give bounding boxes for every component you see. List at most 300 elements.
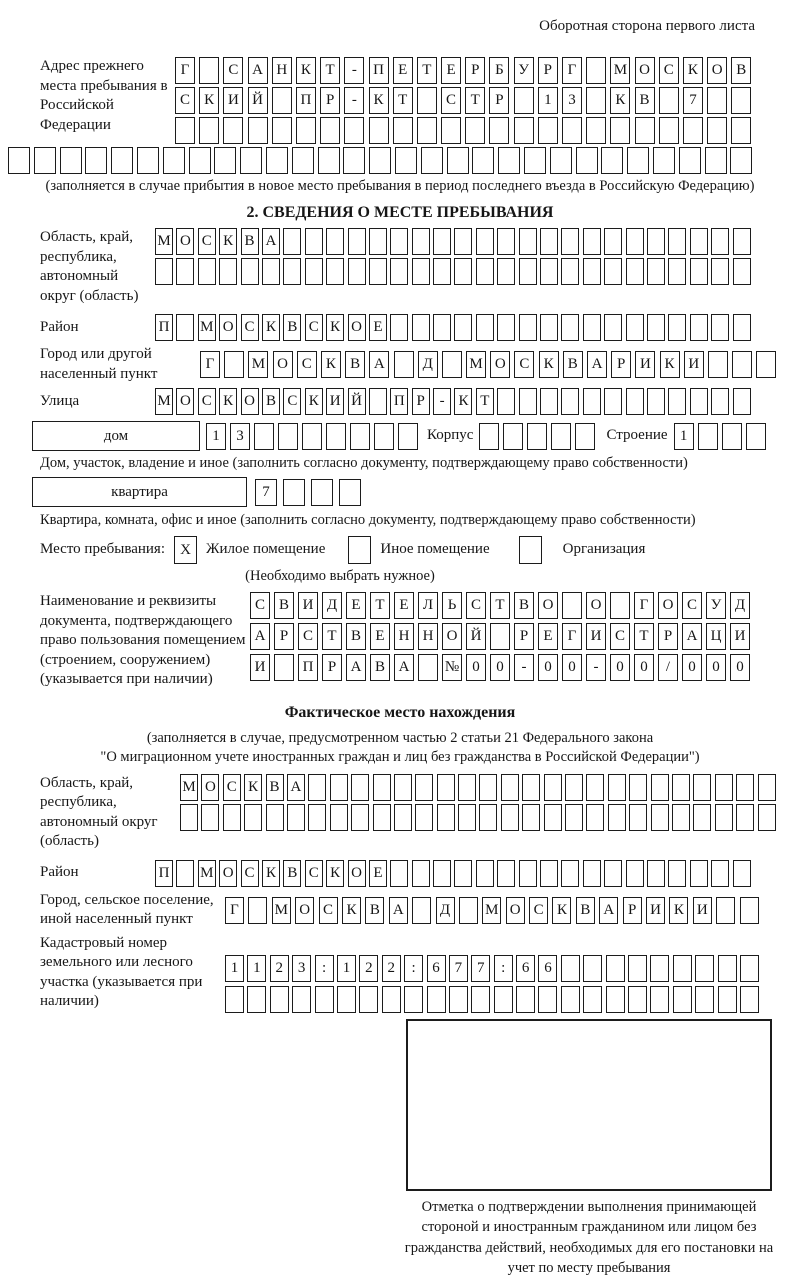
char-cell[interactable]: [199, 117, 219, 144]
char-cell[interactable]: О: [506, 897, 525, 924]
char-cell[interactable]: [244, 804, 262, 831]
char-cell[interactable]: М: [198, 860, 216, 887]
char-cell[interactable]: [292, 986, 311, 1013]
char-cell[interactable]: О: [201, 774, 219, 801]
char-cell[interactable]: Д: [436, 897, 455, 924]
char-cell[interactable]: [417, 117, 437, 144]
char-cell[interactable]: [668, 228, 686, 255]
char-cell[interactable]: О: [348, 860, 366, 887]
char-cell[interactable]: [412, 228, 430, 255]
char-cell[interactable]: [498, 147, 520, 174]
char-cell[interactable]: Й: [466, 623, 486, 650]
char-cell[interactable]: 3: [292, 955, 311, 982]
char-cell[interactable]: [626, 388, 644, 415]
char-cell[interactable]: [746, 423, 766, 450]
char-cell[interactable]: [659, 117, 679, 144]
char-cell[interactable]: К: [552, 897, 571, 924]
char-cell[interactable]: [650, 955, 669, 982]
char-cell[interactable]: [262, 258, 280, 285]
char-cell[interactable]: [586, 774, 604, 801]
char-cell[interactable]: [740, 986, 759, 1013]
char-cell[interactable]: [693, 774, 711, 801]
char-cell[interactable]: [758, 804, 776, 831]
char-cell[interactable]: [176, 860, 194, 887]
char-cell[interactable]: Н: [418, 623, 438, 650]
char-cell[interactable]: /: [658, 654, 678, 681]
char-cell[interactable]: [180, 804, 198, 831]
char-cell[interactable]: А: [346, 654, 366, 681]
char-cell[interactable]: [398, 423, 418, 450]
char-cell[interactable]: [561, 388, 579, 415]
char-cell[interactable]: [404, 986, 423, 1013]
char-cell[interactable]: П: [298, 654, 318, 681]
char-cell[interactable]: С: [241, 860, 259, 887]
char-cell[interactable]: [459, 897, 478, 924]
char-cell[interactable]: 0: [490, 654, 510, 681]
char-cell[interactable]: [544, 774, 562, 801]
char-cell[interactable]: [711, 388, 729, 415]
char-cell[interactable]: Й: [348, 388, 366, 415]
char-cell[interactable]: [272, 87, 292, 114]
char-cell[interactable]: В: [370, 654, 390, 681]
char-cell[interactable]: С: [441, 87, 461, 114]
char-cell[interactable]: [651, 774, 669, 801]
char-cell[interactable]: [538, 117, 558, 144]
char-cell[interactable]: [668, 258, 686, 285]
char-cell[interactable]: В: [241, 228, 259, 255]
char-cell[interactable]: [628, 955, 647, 982]
char-cell[interactable]: [175, 117, 195, 144]
char-cell[interactable]: [292, 147, 314, 174]
char-cell[interactable]: С: [198, 388, 216, 415]
char-cell[interactable]: С: [175, 87, 195, 114]
char-cell[interactable]: Д: [322, 592, 342, 619]
char-cell[interactable]: [519, 258, 537, 285]
char-cell[interactable]: [339, 479, 361, 506]
char-cell[interactable]: Б: [489, 57, 509, 84]
char-cell[interactable]: [441, 117, 461, 144]
char-cell[interactable]: [373, 774, 391, 801]
char-cell[interactable]: [629, 804, 647, 831]
char-cell[interactable]: [393, 117, 413, 144]
char-cell[interactable]: [716, 897, 735, 924]
char-cell[interactable]: [650, 986, 669, 1013]
char-cell[interactable]: И: [298, 592, 318, 619]
char-cell[interactable]: Р: [623, 897, 642, 924]
char-cell[interactable]: 1: [538, 87, 558, 114]
char-cell[interactable]: Г: [634, 592, 654, 619]
char-cell[interactable]: О: [490, 351, 510, 378]
char-cell[interactable]: №: [442, 654, 462, 681]
char-cell[interactable]: А: [287, 774, 305, 801]
char-cell[interactable]: [522, 774, 540, 801]
char-cell[interactable]: [730, 147, 752, 174]
char-cell[interactable]: К: [219, 228, 237, 255]
char-cell[interactable]: Е: [393, 57, 413, 84]
char-cell[interactable]: В: [274, 592, 294, 619]
char-cell[interactable]: Е: [369, 314, 387, 341]
char-cell[interactable]: О: [442, 623, 462, 650]
char-cell[interactable]: [756, 351, 776, 378]
char-cell[interactable]: [604, 228, 622, 255]
char-cell[interactable]: -: [344, 87, 364, 114]
char-cell[interactable]: [454, 228, 472, 255]
char-cell[interactable]: [351, 804, 369, 831]
char-cell[interactable]: К: [669, 897, 688, 924]
char-cell[interactable]: [272, 117, 292, 144]
char-cell[interactable]: И: [730, 623, 750, 650]
char-cell[interactable]: [695, 955, 714, 982]
char-cell[interactable]: П: [155, 314, 173, 341]
char-cell[interactable]: [497, 860, 515, 887]
char-cell[interactable]: С: [682, 592, 702, 619]
char-cell[interactable]: Е: [394, 592, 414, 619]
char-cell[interactable]: [583, 258, 601, 285]
char-cell[interactable]: [693, 804, 711, 831]
char-cell[interactable]: [527, 423, 547, 450]
char-cell[interactable]: К: [262, 314, 280, 341]
char-cell[interactable]: [733, 860, 751, 887]
char-cell[interactable]: 0: [538, 654, 558, 681]
char-cell[interactable]: [497, 388, 515, 415]
char-cell[interactable]: И: [684, 351, 704, 378]
char-cell[interactable]: [583, 228, 601, 255]
char-cell[interactable]: [479, 804, 497, 831]
char-cell[interactable]: И: [326, 388, 344, 415]
char-cell[interactable]: С: [250, 592, 270, 619]
char-cell[interactable]: Т: [490, 592, 510, 619]
char-cell[interactable]: [60, 147, 82, 174]
char-cell[interactable]: -: [344, 57, 364, 84]
char-cell[interactable]: М: [155, 228, 173, 255]
char-cell[interactable]: К: [369, 87, 389, 114]
char-cell[interactable]: [248, 117, 268, 144]
char-cell[interactable]: О: [176, 228, 194, 255]
char-cell[interactable]: Т: [322, 623, 342, 650]
char-cell[interactable]: С: [305, 314, 323, 341]
char-cell[interactable]: М: [610, 57, 630, 84]
char-cell[interactable]: [278, 423, 298, 450]
char-cell[interactable]: [427, 986, 446, 1013]
char-cell[interactable]: [540, 388, 558, 415]
char-cell[interactable]: [550, 147, 572, 174]
char-cell[interactable]: [679, 147, 701, 174]
checkbox-other-premises[interactable]: [348, 536, 371, 564]
char-cell[interactable]: [489, 117, 509, 144]
char-cell[interactable]: [476, 860, 494, 887]
char-cell[interactable]: С: [223, 57, 243, 84]
char-cell[interactable]: [711, 860, 729, 887]
char-cell[interactable]: [433, 228, 451, 255]
char-cell[interactable]: В: [731, 57, 751, 84]
checkbox-residential[interactable]: X: [174, 536, 197, 564]
char-cell[interactable]: [551, 423, 571, 450]
char-cell[interactable]: В: [346, 623, 366, 650]
char-cell[interactable]: [604, 860, 622, 887]
char-cell[interactable]: [668, 860, 686, 887]
char-cell[interactable]: П: [390, 388, 408, 415]
char-cell[interactable]: Р: [322, 654, 342, 681]
char-cell[interactable]: [326, 423, 346, 450]
char-cell[interactable]: [343, 147, 365, 174]
char-cell[interactable]: [647, 388, 665, 415]
char-cell[interactable]: [374, 423, 394, 450]
char-cell[interactable]: И: [635, 351, 655, 378]
char-cell[interactable]: [608, 774, 626, 801]
char-cell[interactable]: [690, 860, 708, 887]
char-cell[interactable]: [318, 147, 340, 174]
char-cell[interactable]: К: [326, 314, 344, 341]
char-cell[interactable]: О: [348, 314, 366, 341]
char-cell[interactable]: [8, 147, 30, 174]
char-cell[interactable]: [199, 57, 219, 84]
char-cell[interactable]: [305, 228, 323, 255]
char-cell[interactable]: [501, 774, 519, 801]
char-cell[interactable]: [540, 228, 558, 255]
char-cell[interactable]: М: [272, 897, 291, 924]
char-cell[interactable]: С: [283, 388, 301, 415]
char-cell[interactable]: [490, 623, 510, 650]
char-cell[interactable]: С: [610, 623, 630, 650]
char-cell[interactable]: [390, 258, 408, 285]
char-cell[interactable]: [476, 258, 494, 285]
char-cell[interactable]: [519, 314, 537, 341]
char-cell[interactable]: [514, 117, 534, 144]
char-cell[interactable]: [519, 860, 537, 887]
char-cell[interactable]: [330, 804, 348, 831]
char-cell[interactable]: Р: [320, 87, 340, 114]
char-cell[interactable]: М: [482, 897, 501, 924]
char-cell[interactable]: [698, 423, 718, 450]
char-cell[interactable]: 1: [206, 423, 226, 450]
char-cell[interactable]: [176, 258, 194, 285]
char-cell[interactable]: К: [262, 860, 280, 887]
char-cell[interactable]: [330, 774, 348, 801]
char-cell[interactable]: [433, 860, 451, 887]
char-cell[interactable]: [610, 592, 630, 619]
char-cell[interactable]: [442, 351, 462, 378]
char-cell[interactable]: М: [180, 774, 198, 801]
char-cell[interactable]: [635, 117, 655, 144]
char-cell[interactable]: А: [262, 228, 280, 255]
char-cell[interactable]: И: [586, 623, 606, 650]
char-cell[interactable]: [604, 388, 622, 415]
char-cell[interactable]: К: [296, 57, 316, 84]
char-cell[interactable]: [476, 228, 494, 255]
char-cell[interactable]: 6: [538, 955, 557, 982]
char-cell[interactable]: [606, 955, 625, 982]
char-cell[interactable]: [503, 423, 523, 450]
char-cell[interactable]: Р: [465, 57, 485, 84]
char-cell[interactable]: [705, 147, 727, 174]
char-cell[interactable]: Н: [272, 57, 292, 84]
char-cell[interactable]: Т: [634, 623, 654, 650]
char-cell[interactable]: [315, 986, 334, 1013]
char-cell[interactable]: С: [298, 623, 318, 650]
char-cell[interactable]: И: [646, 897, 665, 924]
char-cell[interactable]: А: [599, 897, 618, 924]
char-cell[interactable]: [586, 804, 604, 831]
char-cell[interactable]: [733, 314, 751, 341]
char-cell[interactable]: [270, 986, 289, 1013]
char-cell[interactable]: [395, 147, 417, 174]
char-cell[interactable]: [85, 147, 107, 174]
char-cell[interactable]: [390, 860, 408, 887]
char-cell[interactable]: [707, 117, 727, 144]
char-cell[interactable]: К: [321, 351, 341, 378]
char-cell[interactable]: [266, 147, 288, 174]
char-cell[interactable]: И: [223, 87, 243, 114]
char-cell[interactable]: Г: [562, 623, 582, 650]
char-cell[interactable]: Ц: [706, 623, 726, 650]
char-cell[interactable]: В: [283, 314, 301, 341]
char-cell[interactable]: К: [219, 388, 237, 415]
char-cell[interactable]: [449, 986, 468, 1013]
char-cell[interactable]: [421, 147, 443, 174]
char-cell[interactable]: [296, 117, 316, 144]
char-cell[interactable]: [497, 258, 515, 285]
char-cell[interactable]: [732, 351, 752, 378]
char-cell[interactable]: -: [586, 654, 606, 681]
char-cell[interactable]: С: [659, 57, 679, 84]
char-cell[interactable]: В: [635, 87, 655, 114]
char-cell[interactable]: [736, 774, 754, 801]
char-cell[interactable]: О: [176, 388, 194, 415]
char-cell[interactable]: [516, 986, 535, 1013]
char-cell[interactable]: В: [262, 388, 280, 415]
char-cell[interactable]: [412, 314, 430, 341]
char-cell[interactable]: 0: [730, 654, 750, 681]
char-cell[interactable]: 7: [449, 955, 468, 982]
char-cell[interactable]: [326, 258, 344, 285]
char-cell[interactable]: М: [155, 388, 173, 415]
char-cell[interactable]: [628, 986, 647, 1013]
char-cell[interactable]: [733, 388, 751, 415]
char-cell[interactable]: [471, 986, 490, 1013]
char-cell[interactable]: [659, 87, 679, 114]
char-cell[interactable]: [454, 258, 472, 285]
char-cell[interactable]: [561, 986, 580, 1013]
char-cell[interactable]: [454, 314, 472, 341]
char-cell[interactable]: [647, 228, 665, 255]
char-cell[interactable]: [248, 897, 267, 924]
char-cell[interactable]: [283, 258, 301, 285]
char-cell[interactable]: К: [342, 897, 361, 924]
char-cell[interactable]: [359, 986, 378, 1013]
char-cell[interactable]: [608, 804, 626, 831]
char-cell[interactable]: [647, 860, 665, 887]
char-cell[interactable]: К: [610, 87, 630, 114]
char-cell[interactable]: [348, 228, 366, 255]
char-cell[interactable]: Е: [441, 57, 461, 84]
char-cell[interactable]: [583, 860, 601, 887]
char-cell[interactable]: С: [241, 314, 259, 341]
char-cell[interactable]: Р: [658, 623, 678, 650]
char-cell[interactable]: 0: [610, 654, 630, 681]
char-cell[interactable]: 7: [471, 955, 490, 982]
char-cell[interactable]: [412, 897, 431, 924]
char-cell[interactable]: В: [514, 592, 534, 619]
char-cell[interactable]: А: [369, 351, 389, 378]
char-cell[interactable]: [519, 388, 537, 415]
char-cell[interactable]: С: [514, 351, 534, 378]
char-cell[interactable]: [583, 314, 601, 341]
char-cell[interactable]: [715, 804, 733, 831]
char-cell[interactable]: [629, 774, 647, 801]
char-cell[interactable]: О: [707, 57, 727, 84]
char-cell[interactable]: М: [466, 351, 486, 378]
char-cell[interactable]: [583, 388, 601, 415]
char-cell[interactable]: 0: [466, 654, 486, 681]
char-cell[interactable]: [219, 258, 237, 285]
char-cell[interactable]: [418, 654, 438, 681]
char-cell[interactable]: [668, 314, 686, 341]
char-cell[interactable]: [223, 117, 243, 144]
char-cell[interactable]: [390, 228, 408, 255]
char-cell[interactable]: [497, 314, 515, 341]
char-cell[interactable]: М: [248, 351, 268, 378]
char-cell[interactable]: [390, 314, 408, 341]
char-cell[interactable]: [501, 804, 519, 831]
char-cell[interactable]: [758, 774, 776, 801]
char-cell[interactable]: 2: [359, 955, 378, 982]
char-cell[interactable]: 6: [516, 955, 535, 982]
char-cell[interactable]: [454, 860, 472, 887]
char-cell[interactable]: [437, 774, 455, 801]
char-cell[interactable]: [561, 955, 580, 982]
char-cell[interactable]: О: [219, 860, 237, 887]
char-cell[interactable]: [305, 258, 323, 285]
char-cell[interactable]: К: [305, 388, 323, 415]
char-cell[interactable]: О: [586, 592, 606, 619]
char-cell[interactable]: Р: [538, 57, 558, 84]
char-cell[interactable]: И: [250, 654, 270, 681]
char-cell[interactable]: [369, 117, 389, 144]
char-cell[interactable]: [348, 258, 366, 285]
char-cell[interactable]: [672, 804, 690, 831]
char-cell[interactable]: [562, 592, 582, 619]
char-cell[interactable]: Г: [175, 57, 195, 84]
char-cell[interactable]: С: [305, 860, 323, 887]
char-cell[interactable]: Е: [538, 623, 558, 650]
char-cell[interactable]: 2: [382, 955, 401, 982]
char-cell[interactable]: Г: [225, 897, 244, 924]
char-cell[interactable]: [287, 804, 305, 831]
char-cell[interactable]: [198, 258, 216, 285]
char-cell[interactable]: Ь: [442, 592, 462, 619]
char-cell[interactable]: [514, 87, 534, 114]
char-cell[interactable]: 0: [562, 654, 582, 681]
char-cell[interactable]: [351, 774, 369, 801]
char-cell[interactable]: [718, 986, 737, 1013]
char-cell[interactable]: [241, 258, 259, 285]
char-cell[interactable]: С: [466, 592, 486, 619]
char-cell[interactable]: [561, 228, 579, 255]
char-cell[interactable]: [565, 804, 583, 831]
char-cell[interactable]: [479, 423, 499, 450]
char-cell[interactable]: [519, 228, 537, 255]
char-cell[interactable]: [690, 228, 708, 255]
char-cell[interactable]: П: [369, 57, 389, 84]
char-cell[interactable]: [601, 147, 623, 174]
char-cell[interactable]: 1: [247, 955, 266, 982]
char-cell[interactable]: С: [223, 774, 241, 801]
char-cell[interactable]: [433, 314, 451, 341]
char-cell[interactable]: С: [297, 351, 317, 378]
char-cell[interactable]: [673, 986, 692, 1013]
char-cell[interactable]: [394, 804, 412, 831]
char-cell[interactable]: О: [295, 897, 314, 924]
